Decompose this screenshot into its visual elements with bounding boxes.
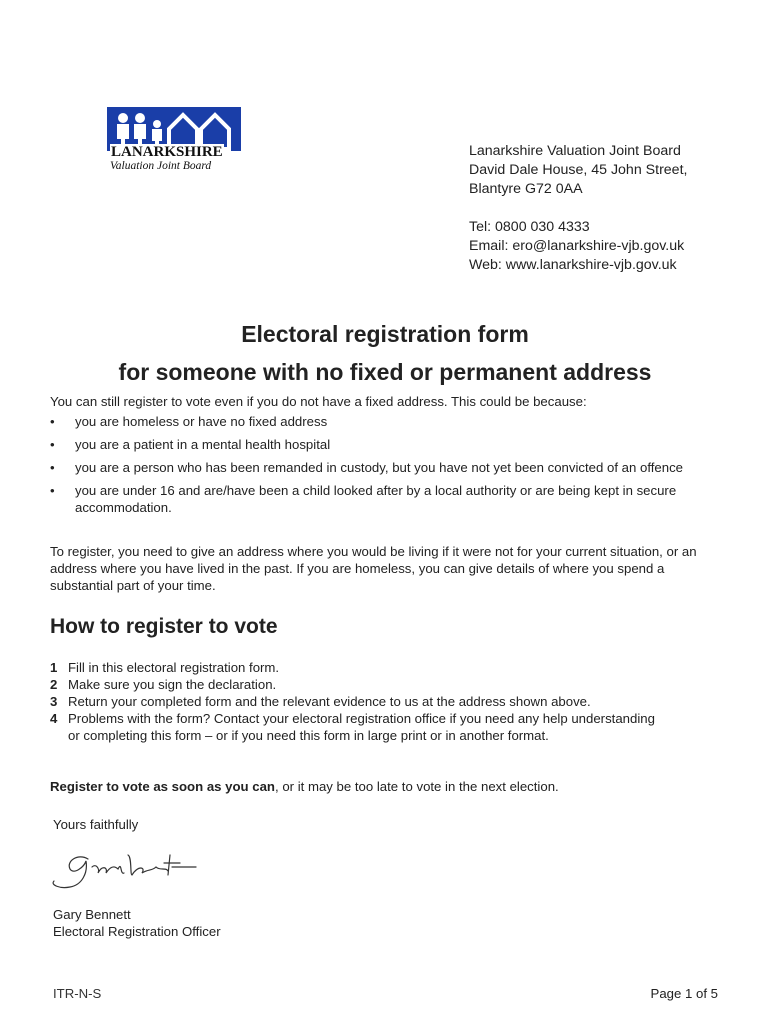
closing: Yours faithfully xyxy=(53,817,139,832)
contact-address xyxy=(469,142,687,275)
list-item: • you are a person who has been remanded in custody, but you have not yet been convicted of an offence xyxy=(50,460,684,475)
list-item: • you are homeless or have no fixed address xyxy=(50,414,328,429)
form-code: ITR-N-S xyxy=(53,986,102,1001)
steps-list xyxy=(50,659,668,744)
register-now-note xyxy=(50,779,559,794)
address-street: David Dale House, 45 John Street, xyxy=(469,162,688,178)
signer-name: Gary Bennett xyxy=(53,907,131,922)
step-item: 1 Fill in this electoral registration form. xyxy=(50,660,280,675)
list-item: • you are under 16 and are/have been a child looked after by a local authority or are being kept in secure accommodation. xyxy=(50,483,677,515)
page-number: Page 1 of 5 xyxy=(650,986,718,1001)
contact-email: Email: ero@lanarkshire-vjb.gov.uk xyxy=(469,238,685,254)
register-now-bold: Register to vote as soon as you can xyxy=(50,779,275,794)
register-paragraph: To register, you need to give an address where you would be living if it were not for your current situation, or an address where you have lived in the past. If you are homeless, you can give details of where you spend a substantial part of your time. xyxy=(50,544,697,593)
lanarkshire-logo xyxy=(107,107,241,173)
logo-subtitle: Valuation Joint Board xyxy=(110,160,212,172)
how-to-register-heading: How to register to vote xyxy=(50,615,278,638)
intro-text: You can still register to vote even if you do not have a fixed address. This could be because: xyxy=(50,394,587,409)
register-now-rest: , or it may be too late to vote in the next election. xyxy=(275,779,559,794)
signer-block xyxy=(53,906,221,940)
address-town: Blantyre G72 0AA xyxy=(469,181,583,197)
signature xyxy=(48,845,198,895)
list-item: • you are a patient in a mental health hospital xyxy=(50,437,331,452)
step-item: 2 Make sure you sign the declaration. xyxy=(50,677,277,692)
page-subtitle: for someone with no fixed or permanent address xyxy=(118,359,652,385)
step-item: 4 Problems with the form? Contact your electoral registration office if you need any help understanding or completing this form – or if you need this form in large print or in another format. xyxy=(50,711,655,743)
address-org: Lanarkshire Valuation Joint Board xyxy=(469,143,681,159)
reasons-list xyxy=(50,413,730,516)
logo-name: LANARKSHIRE xyxy=(111,144,223,160)
contact-tel: Tel: 0800 030 4333 xyxy=(469,219,590,235)
contact-web: Web: www.lanarkshire-vjb.gov.uk xyxy=(469,257,677,273)
page-title: Electoral registration form xyxy=(241,321,529,347)
signer-role: Electoral Registration Officer xyxy=(53,924,221,939)
step-item: 3 Return your completed form and the relevant evidence to us at the address shown above. xyxy=(50,694,591,709)
